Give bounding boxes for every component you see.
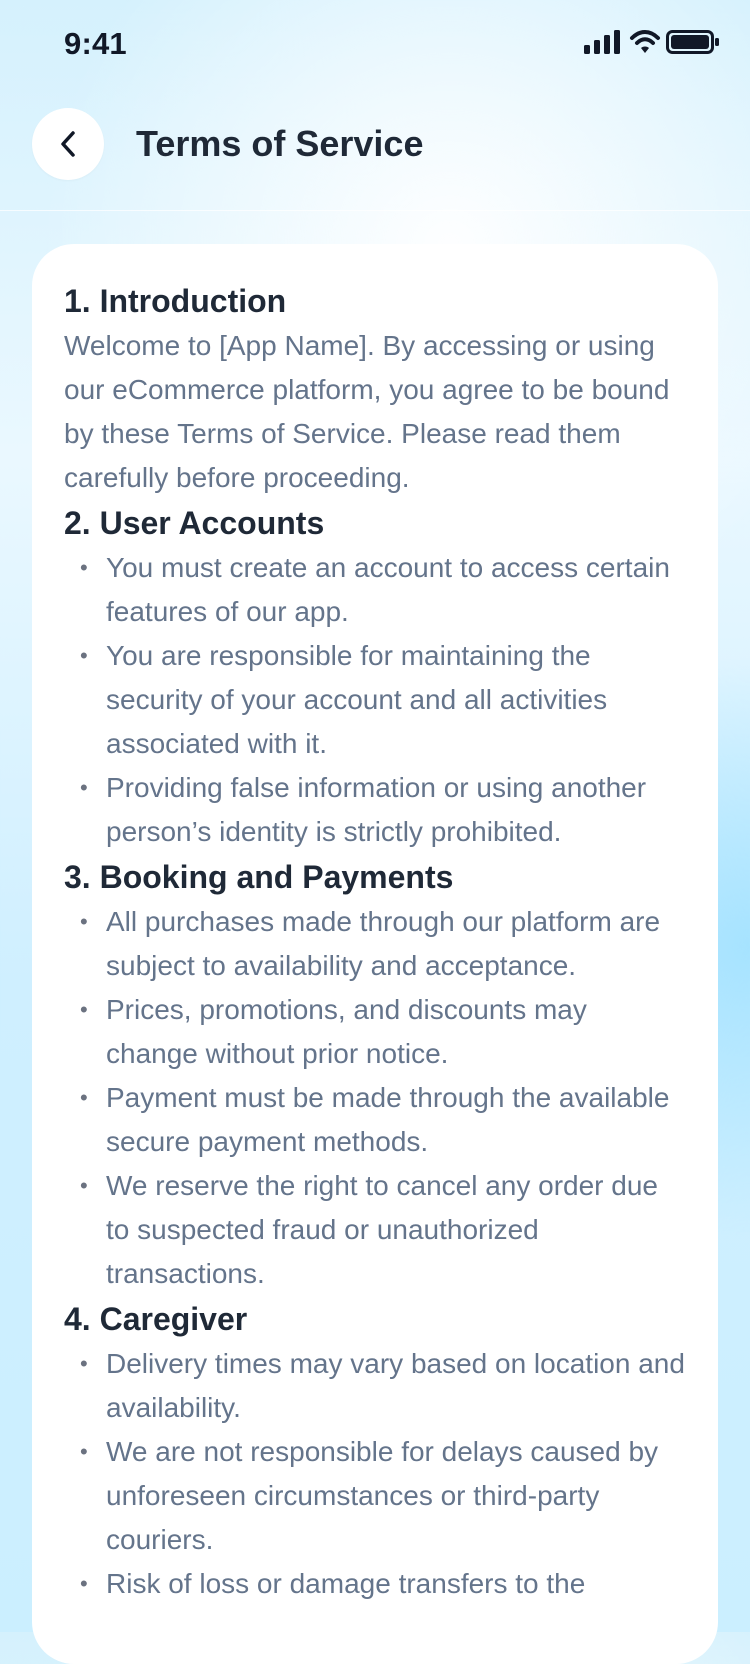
bullet-icon: • [80, 643, 88, 668]
list-item-text: You must create an account to access certain features of our app. [106, 552, 670, 627]
bullet-icon: • [80, 1173, 88, 1198]
header [0, 92, 750, 211]
list-item-text: We reserve the right to cancel any order due to suspected fraud or unauthorized transactions. [106, 1170, 659, 1289]
list-item-text: Providing false information or using another person’s identity is strictly prohibited. [106, 772, 647, 847]
list-item-text: Prices, promotions, and discounts may change without prior notice. [106, 994, 587, 1069]
list-item [64, 900, 686, 988]
bullet-icon: • [80, 775, 88, 800]
caregiver-list [64, 1342, 686, 1606]
page-title: Terms of Service [136, 123, 424, 164]
section-heading-user-accounts: 2. User Accounts [64, 505, 325, 541]
booking-payments-section [64, 854, 686, 1296]
list-item [64, 1076, 686, 1164]
bullet-icon: • [80, 1085, 88, 1110]
signal-icon [584, 30, 622, 54]
user-accounts-section [64, 500, 686, 854]
list-item-text: We are not responsible for delays caused by unforeseen circumstances or third-party couriers. [106, 1436, 659, 1555]
battery-icon [666, 30, 720, 54]
list-item [64, 988, 686, 1076]
list-item [64, 766, 686, 854]
list-item-text: Risk of loss or damage transfers to the [106, 1568, 586, 1599]
list-item [64, 1164, 686, 1296]
terms-content-card[interactable] [32, 244, 718, 1664]
status-time: 9:41 [64, 26, 127, 61]
bullet-icon: • [80, 555, 88, 580]
back-button[interactable] [32, 108, 104, 180]
status-bar [0, 0, 750, 92]
bullet-icon: • [80, 909, 88, 934]
list-item [64, 546, 686, 634]
booking-payments-list [64, 900, 686, 1296]
list-item [64, 1562, 686, 1606]
introduction-section [64, 278, 686, 500]
bullet-icon: • [80, 997, 88, 1022]
caregiver-section [64, 1296, 686, 1606]
wifi-icon [629, 30, 661, 54]
list-item-text: You are responsible for maintaining the security of your account and all activities associated with it. [106, 640, 608, 759]
section-heading-booking-payments: 3. Booking and Payments [64, 859, 454, 895]
list-item [64, 1430, 686, 1562]
status-icons [584, 30, 720, 60]
list-item-text: Delivery times may vary based on location and availability. [106, 1348, 685, 1423]
chevron-left-icon [56, 130, 80, 158]
introduction-paragraph: Welcome to [App Name]. By accessing or using our eCommerce platform, you agree to be bound by these Terms of Service. Please read them carefully before proceeding. [64, 330, 670, 493]
list-item [64, 634, 686, 766]
bullet-icon: • [80, 1571, 88, 1596]
user-accounts-list [64, 546, 686, 854]
section-heading-caregiver: 4. Caregiver [64, 1301, 248, 1337]
list-item-text: All purchases made through our platform are subject to availability and acceptance. [106, 906, 661, 981]
list-item [64, 1342, 686, 1430]
list-item-text: Payment must be made through the available secure payment methods. [106, 1082, 670, 1157]
section-heading-introduction: 1. Introduction [64, 283, 287, 319]
bullet-icon: • [80, 1439, 88, 1464]
bullet-icon: • [80, 1351, 88, 1376]
